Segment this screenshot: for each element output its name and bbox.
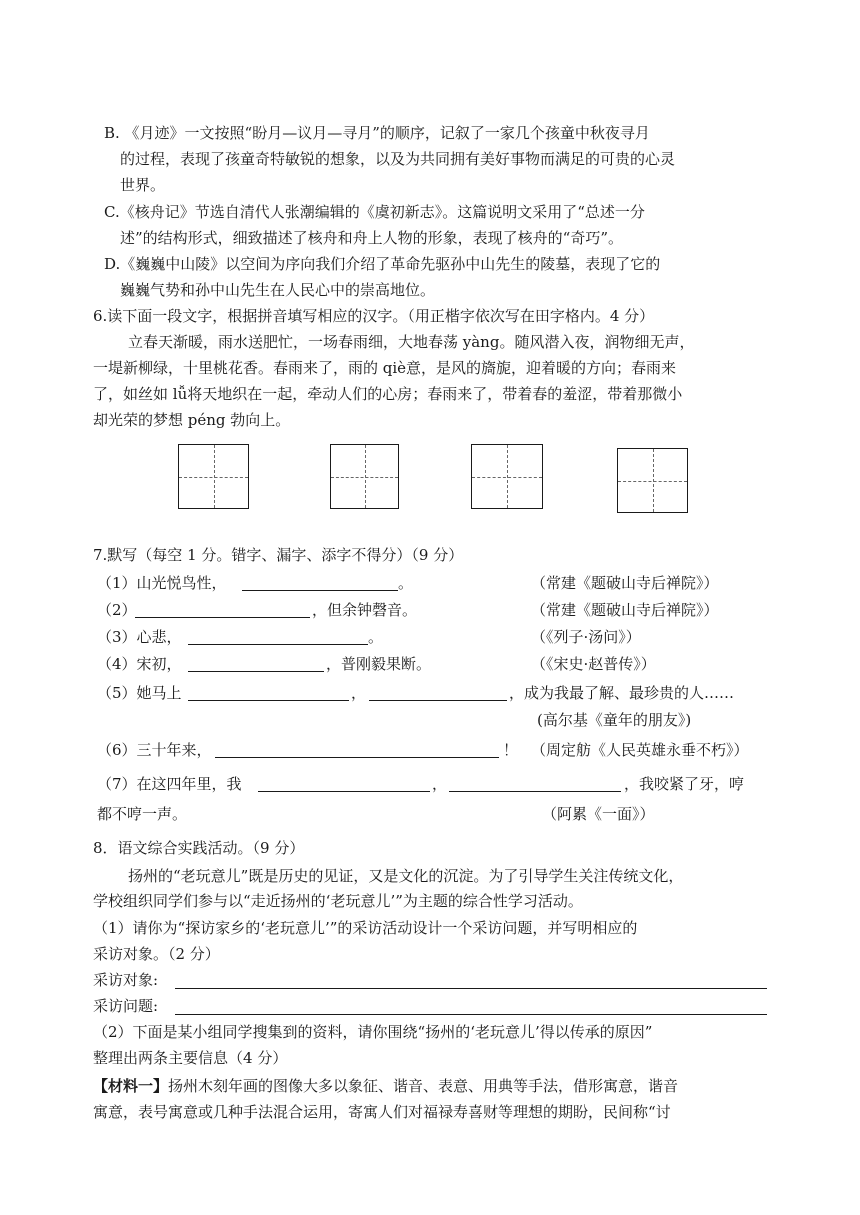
material-1-line2: 寓意，表号寓意或几种手法混合运用，寄寓人们对福禄寿喜财等理想的期盼，民间称“讨 xyxy=(93,1103,671,1121)
q7-item4-blank[interactable] xyxy=(188,671,324,672)
q7-title: 7.默写（每空 1 分。错字、漏字、添字不得分）（9 分） xyxy=(93,546,464,564)
q6-paragraph-line4: 却光荣的梦想 péng 勃向上。 xyxy=(93,411,291,429)
tianzige-box-2[interactable] xyxy=(330,444,399,509)
q7-item4-source: （《宋史·赵普传》） xyxy=(531,655,656,673)
q8-sub2-line2: 整理出两条主要信息（4 分） xyxy=(93,1049,288,1067)
option-d-line2: 巍巍气势和孙中山先生在人民心中的崇高地位。 xyxy=(120,281,436,299)
q7-item7-source: （阿累《一面》） xyxy=(542,805,655,823)
q8-sub1-line1: （1）请你为“探访家乡的‘老玩意儿’”的采访活动设计一个采访问题，并写明相应的 xyxy=(93,919,638,937)
q7-item5-text: （5）她马上 xyxy=(97,684,182,702)
q7-item2-blank[interactable] xyxy=(135,617,310,618)
q7-item3-source: （《列子·汤问》） xyxy=(531,628,641,646)
q7-item7-comma: ， xyxy=(432,775,448,793)
q7-item2-num: （2） xyxy=(97,601,137,619)
q8-title: 8．语文综合实践活动。（9 分） xyxy=(93,839,305,857)
option-d-line1: D.《巍巍中山陵》以空间为序向我们介绍了革命先驱孙中山先生的陵墓，表现了它的 xyxy=(104,255,661,273)
option-b-line1: B. 《月迹》一文按照“盼月—议月—寻月”的顺序，记叙了一家几个孩童中秋夜寻月 xyxy=(104,124,650,142)
q7-item6-source: （周定舫《人民英雄永垂不朽》） xyxy=(531,741,749,759)
q7-item1-blank[interactable] xyxy=(242,590,398,591)
option-c-line2: 述”的结构形式，细致描述了核舟和舟上人物的形象，表现了核舟的“奇巧”。 xyxy=(120,229,624,247)
tianzige-box-1[interactable] xyxy=(178,444,249,509)
q7-item5-comma: ， xyxy=(351,684,367,702)
q7-item7-blank1[interactable] xyxy=(258,791,430,792)
q8-intro-line1: 扬州的“老玩意儿”既是历史的见证，又是文化的沉淀。为了引导学生关注传统文化， xyxy=(128,867,684,885)
q7-item5-blank2[interactable] xyxy=(369,700,507,701)
q7-item1-end: 。 xyxy=(398,574,414,592)
q6-paragraph-line1: 立春天渐暖，雨水送肥忙，一场春雨细，大地春荡 yàng。随风潜入夜，润物细无声， xyxy=(128,333,695,351)
q7-item7-end: ，我咬紧了牙，哼 xyxy=(624,775,745,793)
interview-object-label: 采访对象: xyxy=(93,971,159,989)
q6-title: 6.读下面一段文字，根据拼音填写相应的汉字。（用正楷字依次写在田字格内。4 分） xyxy=(93,307,655,325)
q6-paragraph-line2: 一堤新柳绿，十里桃花香。春雨来了，雨的 qiè意，是风的旖旎，迎着暖的方向；春雨来 xyxy=(93,359,677,377)
tianzige-box-4[interactable] xyxy=(617,448,688,513)
q7-item3-blank[interactable] xyxy=(188,644,368,645)
q8-intro-line2: 学校组织同学们参与以“走近扬州的‘老玩意儿’”为主题的综合性学习活动。 xyxy=(93,892,583,910)
q6-paragraph-line3: 了，如丝如 lǚ将天地织在一起，牵动人们的心房；春雨来了，带着春的羞涩，带着那微小 xyxy=(93,385,683,403)
option-c-line1: C.《核舟记》节选自清代人张潮编辑的《虞初新志》。这篇说明文采用了“总述一分 xyxy=(104,203,645,221)
q7-item2-text: ，但余钟磬音。 xyxy=(312,601,418,619)
material-1-line1 xyxy=(93,1076,678,1096)
interview-question-label: 采访问题: xyxy=(93,997,159,1015)
material-1-text: 扬州木刻年画的图像大多以象征、谐音、表意、用典等手法，借形寓意，谐音 xyxy=(168,1077,679,1095)
option-b-line2: 的过程，表现了孩童奇特敏锐的想象，以及为共同拥有美好事物而满足的可贵的心灵 xyxy=(120,150,676,168)
q7-item5-blank1[interactable] xyxy=(188,700,349,701)
q7-item7-cont: 都不哼一声。 xyxy=(97,805,188,823)
q8-sub1-line2: 采访对象。（2 分） xyxy=(93,945,220,963)
q7-item5-end: ，成为我最了解、最珍贵的人…… xyxy=(509,684,735,702)
q8-sub2-line1: （2）下面是某小组同学搜集到的资料，请你围绕“扬州的‘老玩意儿’得以传承的原因” xyxy=(93,1023,653,1041)
q7-item6-text: （6）三十年来， xyxy=(97,741,212,759)
q7-item6-blank[interactable] xyxy=(215,757,499,758)
option-b-line3: 世界。 xyxy=(120,176,166,194)
interview-question-blank[interactable] xyxy=(175,1014,767,1015)
q7-item3-text: （3）心悲， xyxy=(97,628,182,646)
q7-item1-text: （1）山光悦鸟性， xyxy=(97,574,227,592)
q7-item2-source: （常建《题破山寺后禅院》） xyxy=(531,601,719,619)
q7-item4-text: （4）宋初， xyxy=(97,655,182,673)
q7-item3-end: 。 xyxy=(368,628,384,646)
q7-item1-source: （常建《题破山寺后禅院》） xyxy=(531,574,719,592)
material-1-tag: 【材料一】 xyxy=(93,1077,169,1095)
interview-object-blank[interactable] xyxy=(175,988,767,989)
q7-item5-source: (高尔基《童年的朋友》) xyxy=(537,711,692,729)
tianzige-box-3[interactable] xyxy=(471,444,543,509)
q7-item7-blank2[interactable] xyxy=(449,791,621,792)
q7-item4-end: ，普刚毅果断。 xyxy=(326,655,432,673)
q7-item6-end: ！ xyxy=(503,741,519,759)
q7-item7-text: （7）在这四年里，我 xyxy=(97,775,242,793)
